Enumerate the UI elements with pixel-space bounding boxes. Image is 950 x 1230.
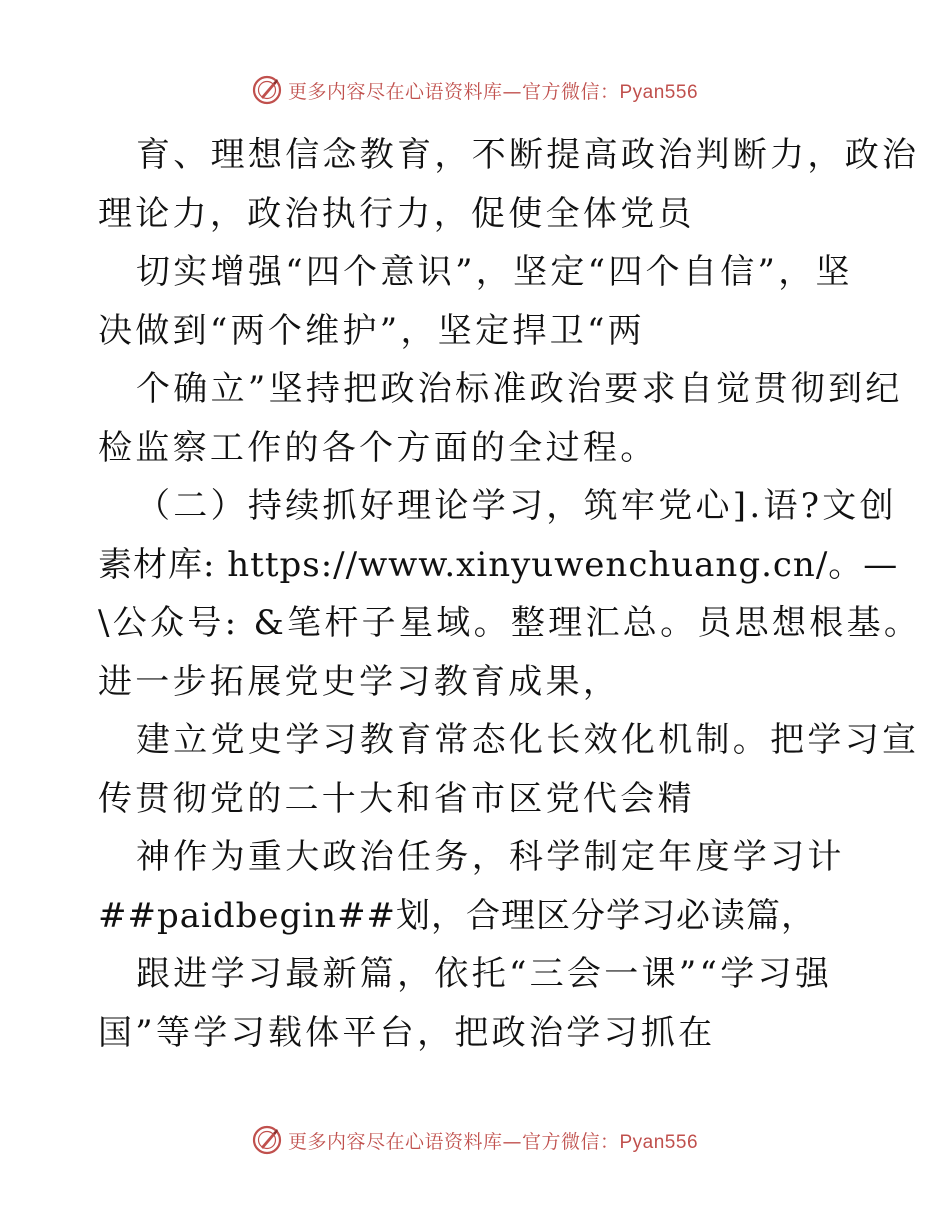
header-banner bbox=[0, 72, 950, 108]
text-line: \公众号: &笔杆子星域。整理汇总。员思想根基。 bbox=[98, 603, 922, 643]
header-banner-text bbox=[288, 77, 698, 104]
text-line: 国”等学习载体平台，把政治学习抓在 bbox=[98, 1012, 716, 1053]
header-banner-inner bbox=[252, 75, 698, 105]
footer-banner bbox=[0, 1122, 950, 1158]
footer-wechat-id: Pyan556 bbox=[619, 1131, 699, 1153]
footer-banner-inner bbox=[252, 1125, 698, 1155]
header-banner-main: 更多内容尽在心语资料库 bbox=[287, 80, 503, 103]
footer-banner-main: 更多内容尽在心语资料库 bbox=[287, 1130, 503, 1153]
text-line: 决做到“两个维护”，坚定捍卫“两 bbox=[98, 310, 645, 351]
body-text bbox=[98, 126, 922, 1062]
footer-banner-text bbox=[288, 1127, 698, 1154]
header-wechat-label: 官方微信： bbox=[521, 80, 620, 103]
footer-banner-separator: — bbox=[502, 1130, 522, 1153]
text-line: 建立党史学习教育常态化长效化机制。把学习宣 bbox=[136, 720, 920, 760]
text-line: 神作为重大政治任务，科学制定年度学习计 bbox=[136, 837, 845, 877]
text-line: （二）持续抓好理论学习，筑牢党心].语?文创 bbox=[136, 486, 897, 526]
header-banner-separator: — bbox=[502, 80, 522, 103]
text-line: 进一步拓展党史学习教育成果， bbox=[98, 661, 621, 702]
quill-logo-icon bbox=[252, 1125, 282, 1155]
text-line: 切实增强“四个意识”，坚定“四个自信”，坚 bbox=[136, 252, 853, 292]
text-line: 传贯彻党的二十大和省市区党代会精 bbox=[98, 778, 695, 819]
text-line: 育、理想信念教育，不断提高政治判断力，政治 bbox=[136, 135, 920, 175]
footer-wechat-label: 官方微信： bbox=[521, 1130, 620, 1153]
text-line: ##paidbegin##划，合理区分学习必读篇， bbox=[98, 895, 817, 936]
quill-logo-icon bbox=[252, 75, 282, 105]
text-line: 个确立”坚持把政治标准政治要求自觉贯彻到纪 bbox=[136, 369, 903, 409]
text-line: 素材库: https://www.xinyuwenchuang.cn/。— bbox=[98, 544, 899, 585]
header-wechat-id: Pyan556 bbox=[619, 81, 699, 103]
text-line: 跟进学习最新篇，依托“三会一课”“学习强 bbox=[136, 954, 833, 994]
text-line: 检监察工作的各个方面的全过程。 bbox=[98, 427, 658, 468]
text-line: 理论力，政治执行力，促使全体党员 bbox=[98, 193, 695, 234]
